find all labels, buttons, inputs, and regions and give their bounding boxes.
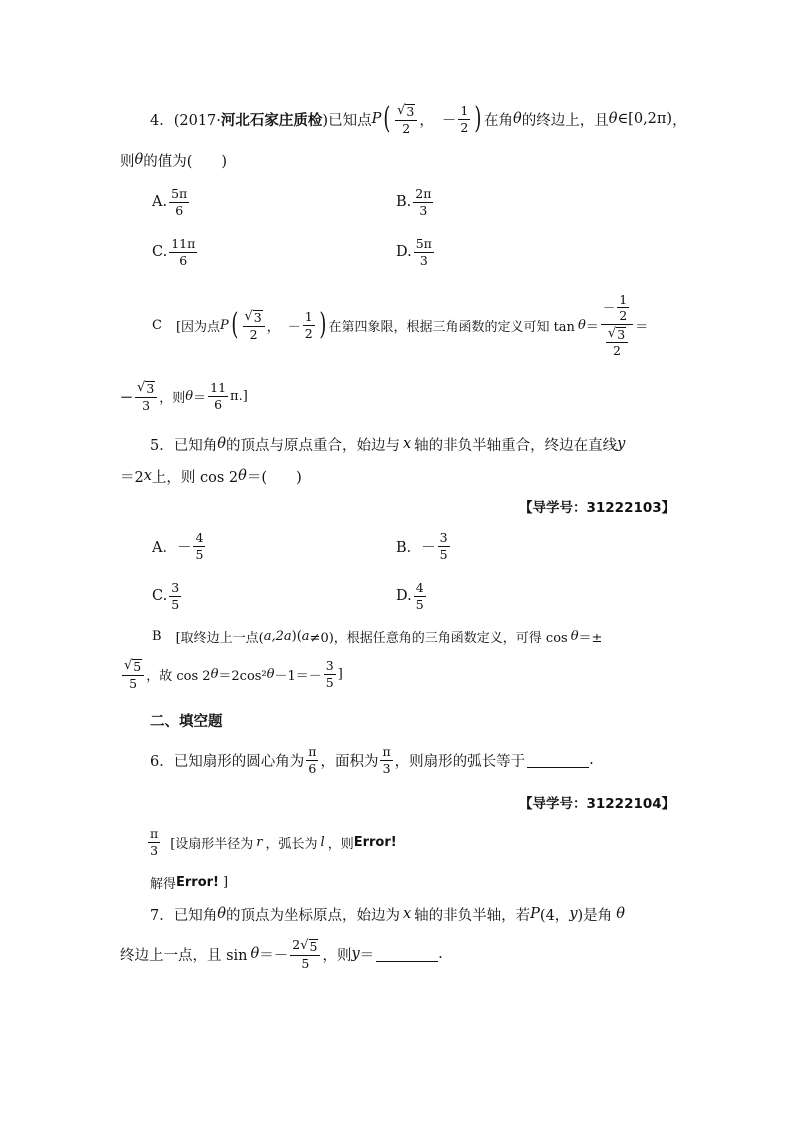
paren-left: (	[231, 307, 239, 342]
q4-option-a: A. $\frac{5\pi}{6}$	[152, 186, 188, 218]
q5-reference-number: 【导学号：31222103】	[519, 500, 676, 516]
paren-left: (	[383, 101, 391, 136]
q4-option-d: D. $\frac{5\pi}{3}$	[396, 236, 432, 268]
paren-right: )	[319, 307, 327, 342]
q4-number: 4．(2017·	[150, 112, 221, 129]
q4-stem-d: ，	[672, 112, 687, 129]
q5-option-b: B．－ $\frac{3}{5}$	[396, 530, 448, 562]
q4-line2-b: 的值为( )	[143, 153, 228, 170]
section-title: 二、填空题	[150, 714, 223, 730]
theta: θ	[608, 111, 618, 127]
theta: θ	[512, 111, 522, 127]
q4-compound-frac: － $\frac{1}{2}$ √ 3 2	[601, 293, 633, 357]
q4-stem-c: 的终边上，且	[521, 112, 609, 129]
q7-stem-line1: 7．已知角 θ 的顶点为坐标原点，始边为 x 轴的非负半轴，若 P (4， y )是角 θ	[150, 906, 625, 924]
q7-stem-line2: 终边上一点，且 sin θ ＝－ 2 √ 5 5 ，则 y ＝ .	[120, 937, 443, 971]
q6-answer-line2: 解得 Error! ]	[150, 874, 229, 892]
q6-answer-blank[interactable]	[527, 753, 589, 768]
q4-source: 河北石家庄质检	[220, 112, 323, 129]
q5-stem-line2: ＝2 x 上，则 cos 2 θ ＝( )	[120, 468, 302, 486]
comma: ，	[419, 112, 434, 129]
theta: θ	[134, 152, 144, 168]
q4-frac-1-2: $\frac{1}{2}$	[460, 103, 469, 135]
q5-answer-line1: B [取终边上一点( a,2a )( a ≠0)，根据任意角的三角函数定义，可得 cos θ ＝±	[152, 628, 603, 646]
q5-option-c: C. $\frac{3}{5}$	[152, 580, 180, 612]
q4-point-p: P	[220, 317, 229, 333]
q4-option-b: B. $\frac{2\pi}{3}$	[396, 186, 432, 218]
q4-answer-a: [因为点	[175, 319, 221, 335]
q4-answer-b: 在第四象限，根据三角函数的定义可知 tan	[328, 319, 575, 335]
q4-answer-letter: C	[152, 317, 162, 333]
q4-answer-line1: C [因为点 P ( √ 3 2 ， － $\frac{1}{2}$ ) 在第四象限，根据三角函数的定义可知 tan θ ＝ － $\frac{1}{2}$ √ 3 2 ＝	[152, 292, 649, 358]
q5-option-a: A．－ $\frac{4}{5}$	[152, 530, 204, 562]
q4-line2-a: 则	[120, 153, 135, 170]
minus-sign: －	[441, 112, 457, 129]
q5-answer-line2: √ 5 5 ，故 cos 2 θ ＝2cos² θ －1＝－ $\frac{3}{5}$ ]	[124, 658, 343, 691]
q6-reference-number: 【导学号：31222104】	[519, 796, 676, 812]
q4-stem-line1	[150, 96, 687, 142]
q4-stem-b: 在角	[483, 112, 513, 129]
q4-point-p: P	[371, 111, 382, 127]
q5-option-d: D. $\frac{4}{5}$	[396, 580, 424, 612]
paren-right: )	[474, 101, 482, 136]
q7-answer-blank[interactable]	[376, 947, 438, 962]
q4-stem-line2	[120, 150, 227, 170]
q4-option-c: C. $\frac{11\pi}{6}$	[152, 236, 196, 268]
q6-stem: 6．已知扇形的圆心角为 $\frac{\pi}{6}$ ，面积为 $\frac{\pi}{3}$ ，则扇形的弧长等于 .	[150, 744, 594, 776]
q4-stem-a: )已知点	[322, 112, 372, 129]
q6-answer-line1: $\frac{\pi}{3}$ [设扇形半径为 r ，弧长为 l ，则 Error!	[150, 826, 397, 858]
q4-domain: ∈[0,2π)	[617, 111, 673, 127]
q5-stem-line1: 5．已知角 θ 的顶点与原点重合，始边与 x 轴的非负半轴重合，终边在直线 y	[150, 436, 626, 454]
q4-frac-sqrt3-2: √ 3 2	[395, 103, 417, 134]
q4-answer-line2: － √ 3 3 ，则 θ ＝ $\frac{11}{6}$ π.]	[120, 380, 248, 413]
